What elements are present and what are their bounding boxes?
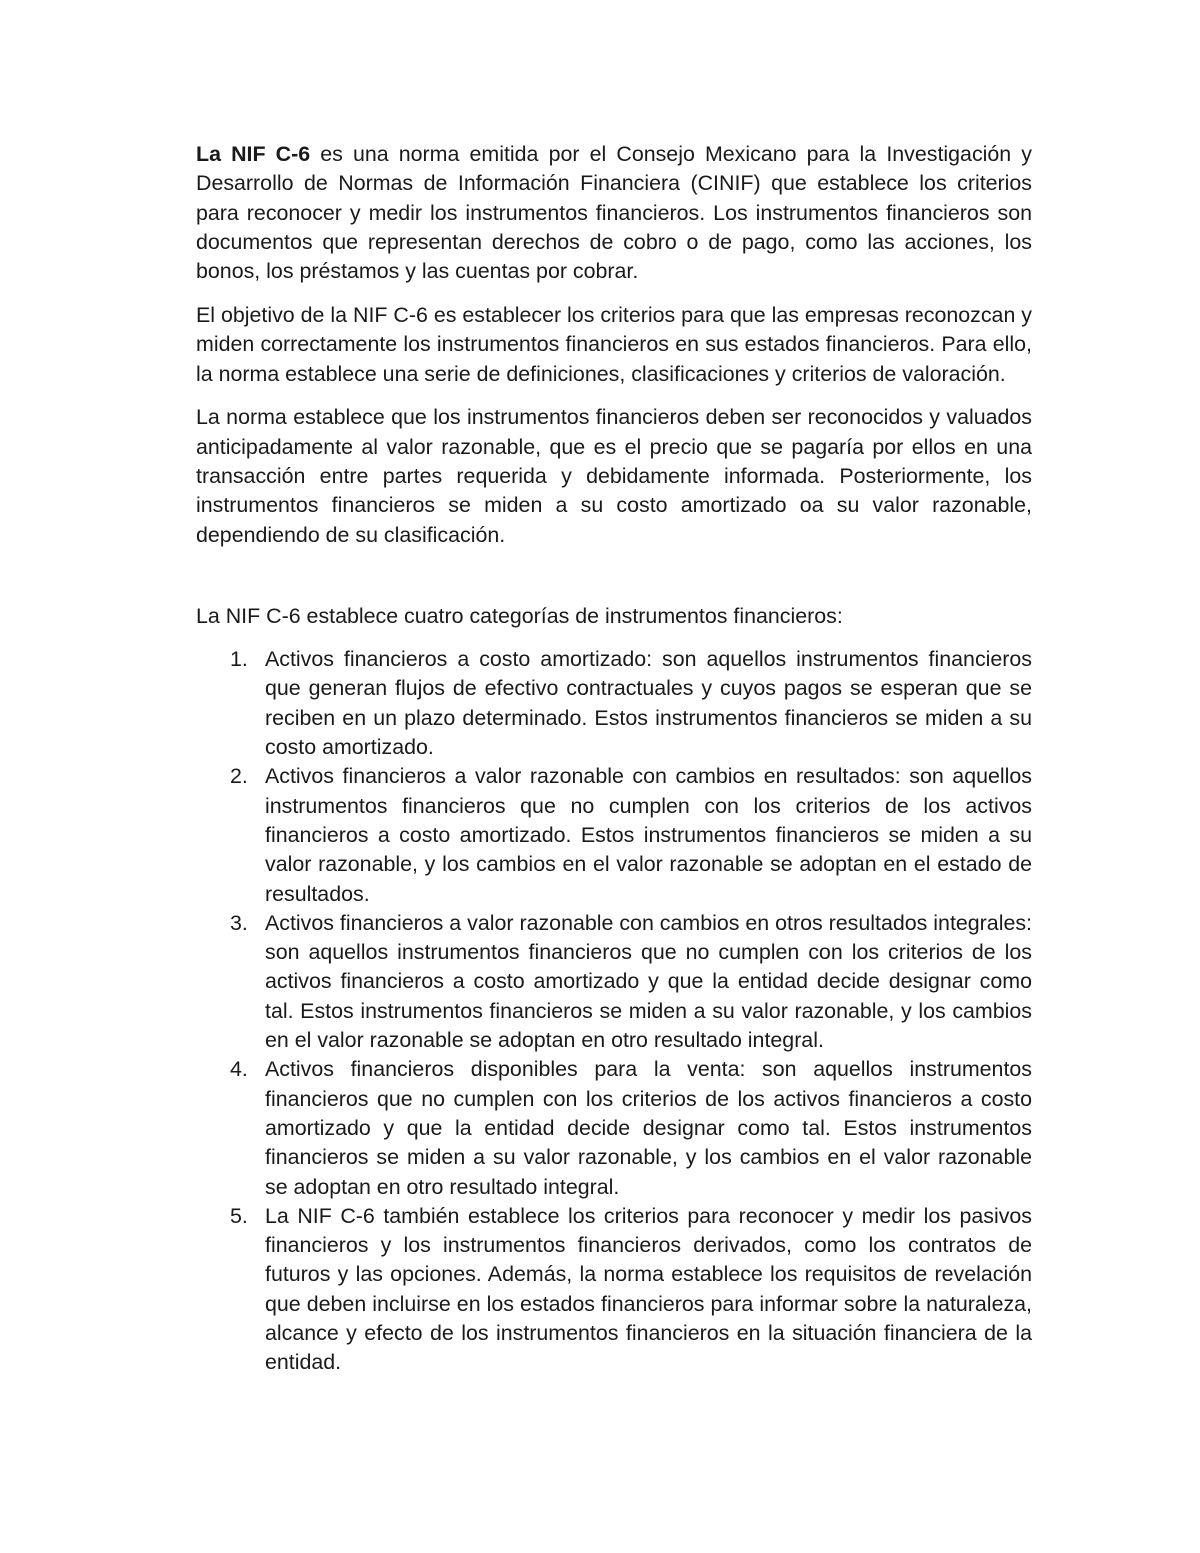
list-item-text: La NIF C-6 también establece los criterios para reconocer y medir los pasivos financieros y los instrumentos financieros derivados, como los contratos de futuros y las opciones. Además, la norma establece los requisitos de revelación que deben incluirse en los estados financieros para informar sobre la naturaleza, alcance y efecto de los instrumentos financieros en la situación financiera de la entidad. [265,1203,1032,1375]
list-item [196,1055,1032,1201]
categories-list [196,645,1032,1377]
list-item-number: 5. [230,1203,248,1228]
list-item-text: Activos financieros a costo amortizado: son aquellos instrumentos financieros que generan flujos de efectivo contractuales y cuyos pagos se esperan que se reciben en un plazo determinado. Estos instrumentos financieros se miden a su costo amortizado. [265,647,1032,760]
list-item-number: 3. [230,910,248,935]
list-item-text: Activos financieros a valor razonable con cambios en otros resultados integrales: son aquellos instrumentos financieros que no cumplen con los criterios de los activos financieros a costo amortizado y que la entidad decide designar como tal. Estos instrumentos financieros se miden a su valor razonable, y los cambios en el valor razonable se adoptan en otro resultado integral. [265,910,1032,1053]
list-item [196,762,1032,908]
list-item-number: 4. [230,1057,248,1082]
list-item-text: Activos financieros a valor razonable con cambios en resultados: son aquellos instrumentos financieros que no cumplen con los criterios de los activos financieros a costo amortizado. Estos instrumentos financieros se miden a su valor razonable, y los cambios en el valor razonable se adoptan en el estado de resultados. [265,764,1032,906]
list-item-number: 2. [230,764,248,789]
list-item-text: Activos financieros disponibles para la venta: son aquellos instrumentos financieros que no cumplen con los criterios de los activos financieros a costo amortizado y que la entidad decide designar como tal. Estos instrumentos financieros se miden a su valor razonable, y los cambios en el valor razonable se adoptan en otro resultado integral. [265,1057,1032,1199]
document-page [196,140,1032,1378]
list-item [196,1202,1032,1378]
paragraph-intro-text: es una norma emitida por el Consejo Mexicano para la Investigación y Desarrollo de Normas de Información Financiera (CINIF) que establece los criterios para reconocer y medir los instrumentos financieros. Los instrumentos financieros son documentos que representan derechos de cobro o de pago, como las acciones, los bonos, los préstamos y las cuentas por cobrar. [196,142,1032,284]
paragraph-objective: El objetivo de la NIF C-6 es establecer los criterios para que las empresas reconozcan y miden correctamente los instrumentos financieros en sus estados financieros. Para ello, la norma establece una serie de definiciones, clasificaciones y criterios de valoración. [196,302,1032,386]
list-item [196,909,1032,1055]
list-intro: La NIF C-6 establece cuatro categorías de instrumentos financieros: [196,603,843,628]
paragraph-recognition: La norma establece que los instrumentos financieros deben ser reconocidos y valuados anticipadamente al valor razonable, que es el precio que se pagaría por ellos en una transacción entre partes requerida y debidamente informada. Posteriormente, los instrumentos financieros se miden a su costo amortizado oa su valor razonable, dependiendo de su clasificación. [196,405,1032,547]
list-item-number: 1. [230,647,248,672]
bold-lead: La NIF C-6 [196,142,311,166]
list-item [196,645,1032,762]
paragraph-intro [196,140,1032,286]
